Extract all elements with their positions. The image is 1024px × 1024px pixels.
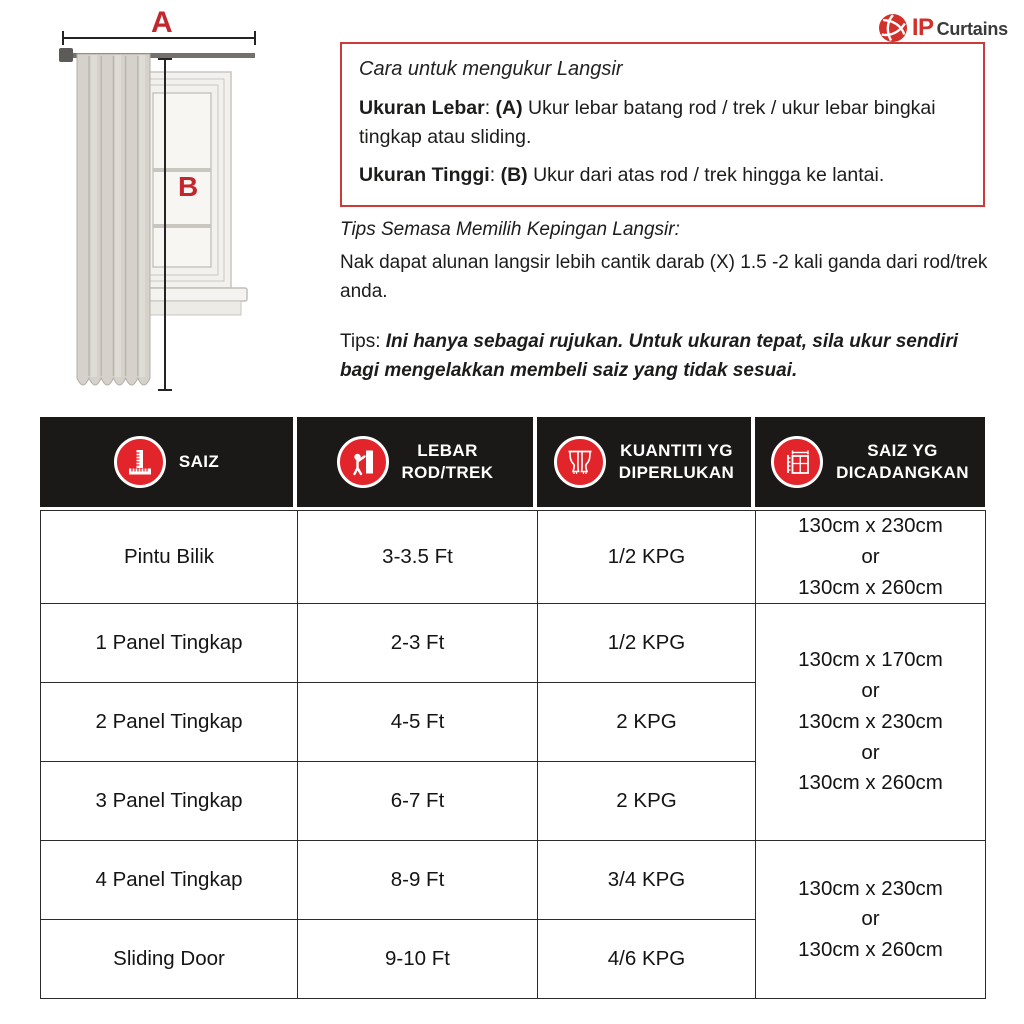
cell-lebar: 3-3.5 Ft [298,511,538,604]
header-saiz [40,417,297,507]
tips-body: Nak dapat alunan langsir lebih cantik darab (X) 1.5 -2 kali ganda dari rod/trek anda. [340,252,988,302]
ruler-icon [114,436,166,488]
tips-note-text: Ini hanya sebagai rujukan. Untuk ukuran tepat, sila ukur sendiri bagi mengelakkan membeli saiz yang tidak sesuai. [340,331,959,381]
curtain [77,54,150,385]
cell-kuantiti: 2 KPG [538,683,756,762]
window-size-icon [771,436,823,488]
tips-note-label: Tips: [340,331,386,352]
tips-note [340,328,995,385]
cell-saiz: Sliding Door [41,920,298,999]
header-saiz-yg-label: SAIZ YG DICADANGKAN [836,440,969,482]
cell-lebar: 4-5 Ft [298,683,538,762]
cell-kuantiti: 2 KPG [538,762,756,841]
cell-saiz-dicadangkan: 130cm x 230cm or 130cm x 260cm [756,511,986,604]
height-marker: (B) [500,163,528,186]
cell-lebar: 2-3 Ft [298,604,538,683]
label-b: B [178,171,199,202]
size-table [40,417,985,999]
brand-logo [877,12,1008,44]
cell-lebar: 6-7 Ft [298,762,538,841]
curtains-icon [554,436,606,488]
header-kuantiti-label: KUANTITI YG DIPERLUKAN [618,440,735,482]
brand-name-ip: IP [911,14,934,41]
size-table-body [40,510,986,999]
tips-section [340,219,995,385]
cell-lebar: 9-10 Ft [298,920,538,999]
width-marker: (A) [495,97,523,119]
ipcurtains-logo-icon [877,12,909,44]
height-label: Ukuran Tinggi [359,163,490,186]
width-label: Ukuran Lebar [359,97,485,119]
table-row [41,841,986,920]
table-header-row [40,417,985,507]
header-saiz-dicadangkan [755,417,985,507]
tips-heading: Tips Semasa Memilih Kepingan Langsir: [340,219,680,240]
cell-kuantiti: 1/2 KPG [538,604,756,683]
header-lebar-rod-trek [297,417,537,507]
cell-saiz: Pintu Bilik [41,511,298,604]
header-saiz-label: SAIZ [178,451,220,471]
measure-instructions-box [340,42,985,207]
cell-kuantiti: 4/6 KPG [538,920,756,999]
cell-lebar: 8-9 Ft [298,841,538,920]
curtain-measurement-illustration [15,2,315,402]
label-a: A [151,6,173,39]
cell-saiz: 3 Panel Tingkap [41,762,298,841]
measure-box-title: Cara untuk mengukur Langsir [359,58,623,80]
cell-saiz: 4 Panel Tingkap [41,841,298,920]
cell-saiz-dicadangkan: 130cm x 230cm or 130cm x 260cm [756,841,986,999]
brand-name-curtains: Curtains [936,19,1008,39]
header-kuantiti [537,417,755,507]
cell-saiz: 2 Panel Tingkap [41,683,298,762]
cell-saiz-dicadangkan: 130cm x 170cm or 130cm x 230cm or 130cm x 260cm [756,604,986,841]
measure-person-icon [337,436,389,488]
cell-kuantiti: 3/4 KPG [538,841,756,920]
cell-kuantiti: 1/2 KPG [538,511,756,604]
table-row [41,604,986,683]
table-row [41,511,986,604]
cell-saiz: 1 Panel Tingkap [41,604,298,683]
height-instruction: Ukuran Tinggi: (B) Ukur dari atas rod / trek hingga ke lantai. [359,163,885,186]
header-lebar-label: LEBAR ROD/TREK [401,440,494,482]
width-instruction: Ukuran Lebar: (A) Ukur lebar batang rod / trek / ukur lebar bingkai tingkap atau sliding. [359,97,936,148]
